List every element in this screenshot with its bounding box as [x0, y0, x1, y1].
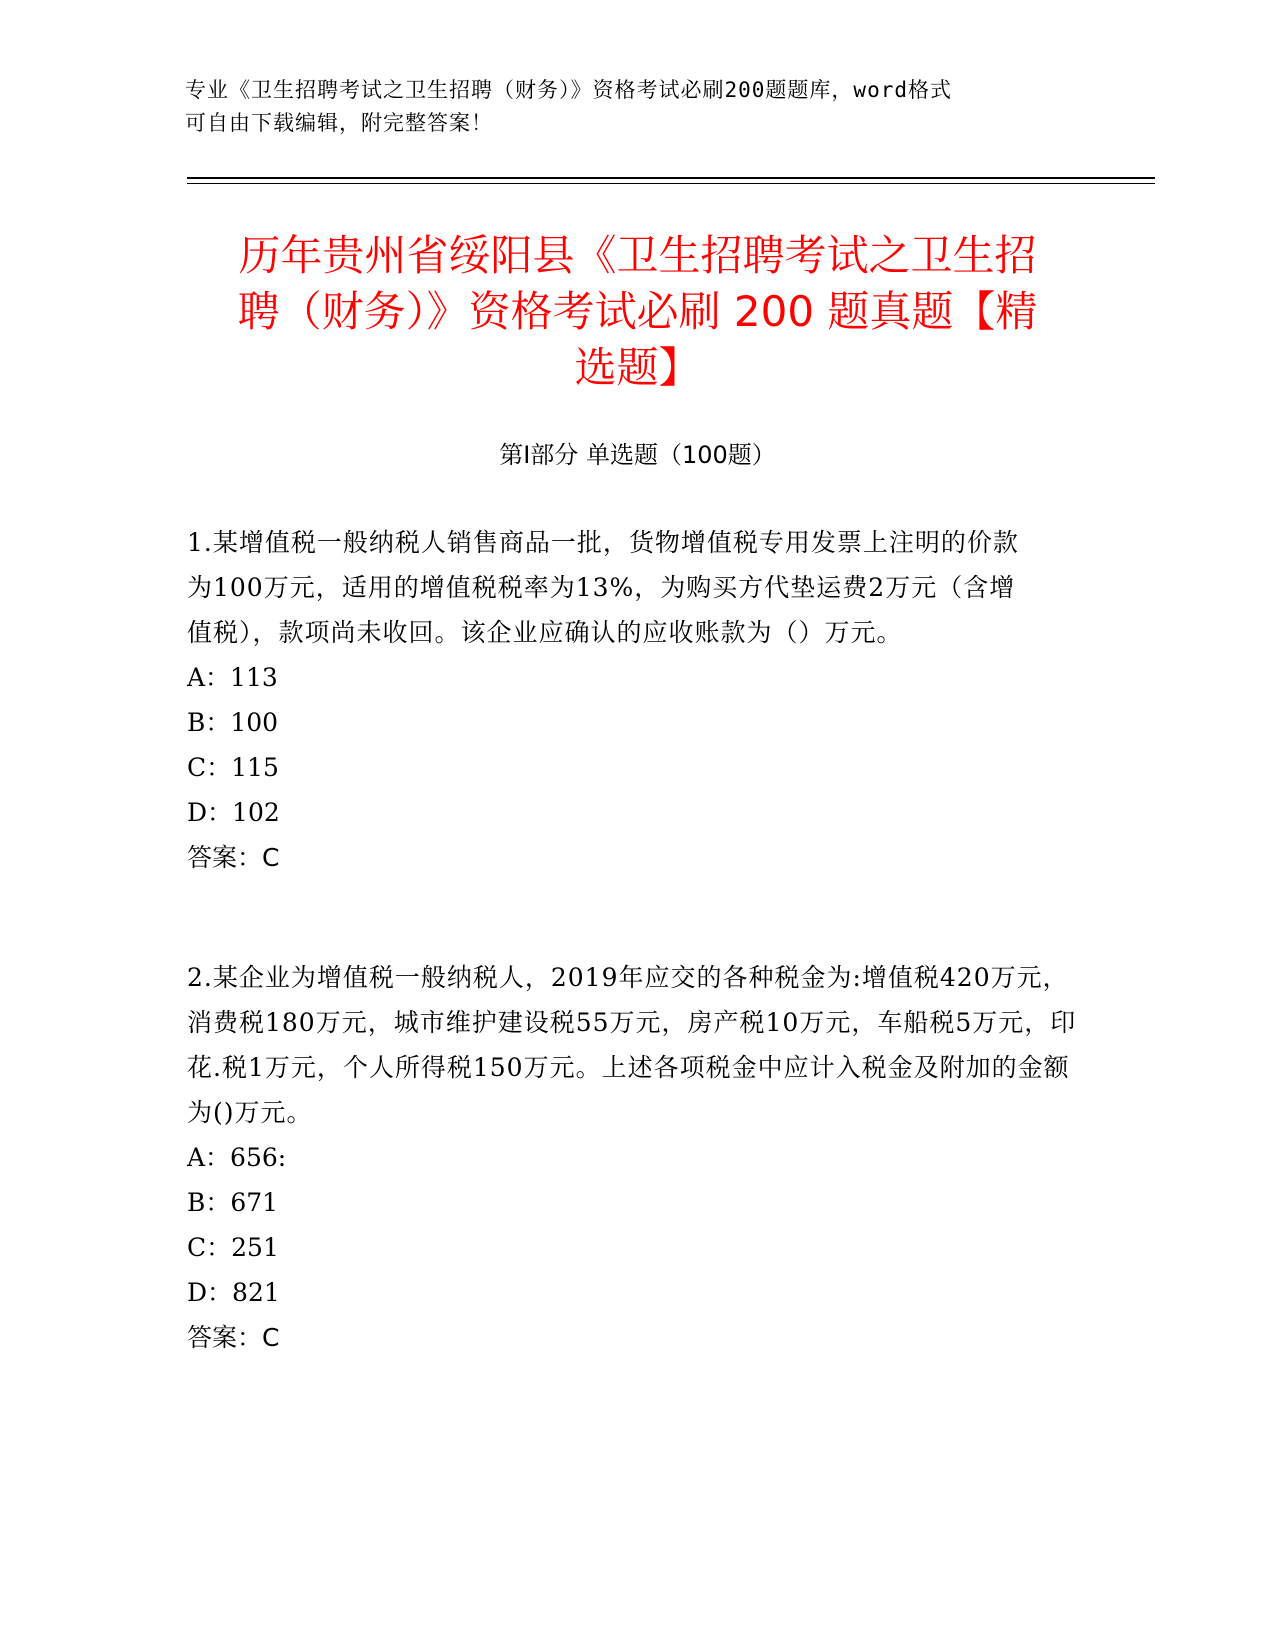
answer-label: 答案：C [187, 1323, 280, 1352]
title-line: 历年贵州省绥阳县《卫生招聘考试之卫生招 [238, 231, 1037, 280]
header-note [185, 74, 1085, 140]
title-line: 聘（财务）》资格考试必刷 200 题真题【精 [237, 287, 1038, 336]
header-divider-thin [187, 183, 1155, 184]
question-block [187, 955, 1087, 1360]
option-a: A：113 [187, 663, 278, 692]
document-title [185, 228, 1090, 396]
title-line: 选题】 [574, 343, 701, 392]
answer-label: 答案：C [187, 843, 280, 872]
question-stem: 1.某增值税一般纳税人销售商品一批，货物增值税专用发票上注明的价款为100万元，适用的增值税税率为13%，为购买方代垫运费2万元（含增值税），款项尚未收回。该企业应确认的应收账款为（）万元。 [187, 528, 1019, 647]
option-b: B：100 [187, 708, 279, 737]
header-note-line: 可自由下载编辑，附完整答案！ [185, 111, 493, 135]
question-block [187, 520, 1087, 880]
question-stem: 2.某企业为增值税一般纳税人，2019年应交的各种税金为:增值税420万元，消费税180万元，城市维护建设税55万元，房产税10万元，车船税5万元，印花.税1万元，个人所得税150万元。上述各项税金中应计入税金及附加的金额为()万元。 [187, 963, 1077, 1127]
option-d: D：821 [187, 1278, 280, 1307]
option-a: A：656: [187, 1143, 287, 1172]
option-c: C：251 [187, 1233, 279, 1262]
option-d: D：102 [187, 798, 280, 827]
header-note-line: 专业《卫生招聘考试之卫生招聘（财务）》资格考试必刷200题题库，word格式 [185, 78, 952, 102]
section-heading: 第Ⅰ部分 单选题（100题） [499, 441, 776, 469]
header-divider [187, 177, 1155, 179]
option-c: C：115 [187, 753, 279, 782]
option-b: B：671 [187, 1188, 279, 1217]
